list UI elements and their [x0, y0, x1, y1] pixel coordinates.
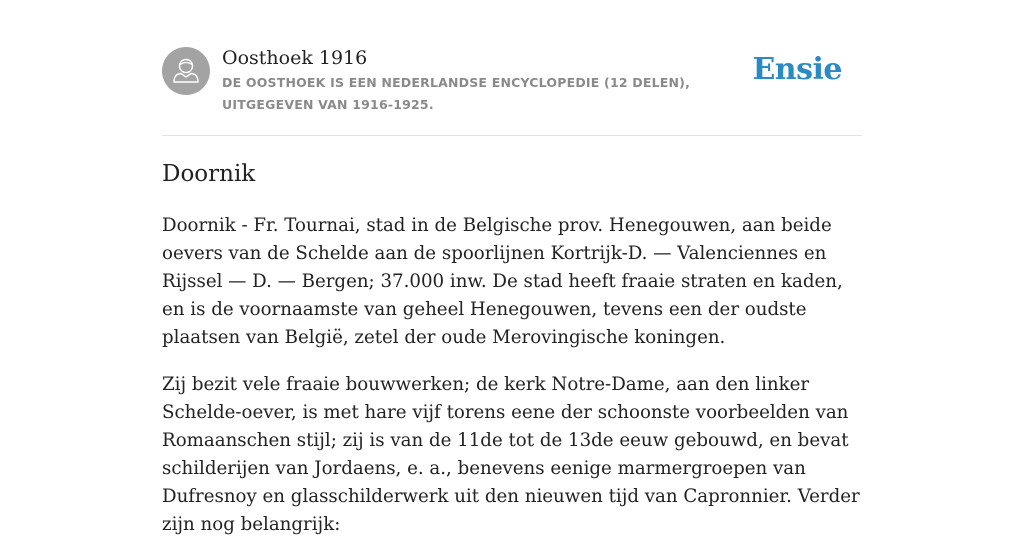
user-avatar-icon[interactable] — [162, 47, 210, 95]
person-outline-icon — [162, 47, 210, 95]
divider — [162, 135, 862, 136]
article-paragraph: Doornik - Fr. Tournai, stad in de Belgische prov. Henegouwen, aan beide oevers van de Schelde aan de spoorlijnen Kortrijk-D. — Valenciennes en Rijssel — D. — Bergen; 37.000 inw. De stad heeft fraaie straten en kaden, en is de voornaamste van geheel Henegouwen, tevens een der oudste plaatsen van België, zetel der oude Merovingische koningen. — [162, 215, 843, 348]
source-title[interactable]: Oosthoek 1916 — [222, 47, 368, 69]
article-paragraph: Zij bezit vele fraaie bouwwerken; de kerk Notre-Dame, aan den linker Schelde-oever, is met hare vijf torens eene der schoonste voorbeelden van Romaanschen stijl; zij is van de 11de tot de 13de eeuw gebouwd, en bevat schilderijen van Jordaens, e. a., benevens eenige marmergroepen van Dufresnoy en glasschilderwerk uit den nieuwen tijd van Capronnier. Verder zijn nog belangrijk: — [162, 374, 860, 535]
article-title: Doornik — [162, 161, 256, 187]
article-body — [162, 212, 862, 558]
source-header — [162, 46, 862, 116]
ensie-logo[interactable]: Ensie — [752, 52, 842, 87]
source-description: DE OOSTHOEK IS EEN NEDERLANDSE ENCYCLOPEDIE (12 DELEN), UITGEGEVEN VAN 1916-1925. — [222, 75, 691, 112]
